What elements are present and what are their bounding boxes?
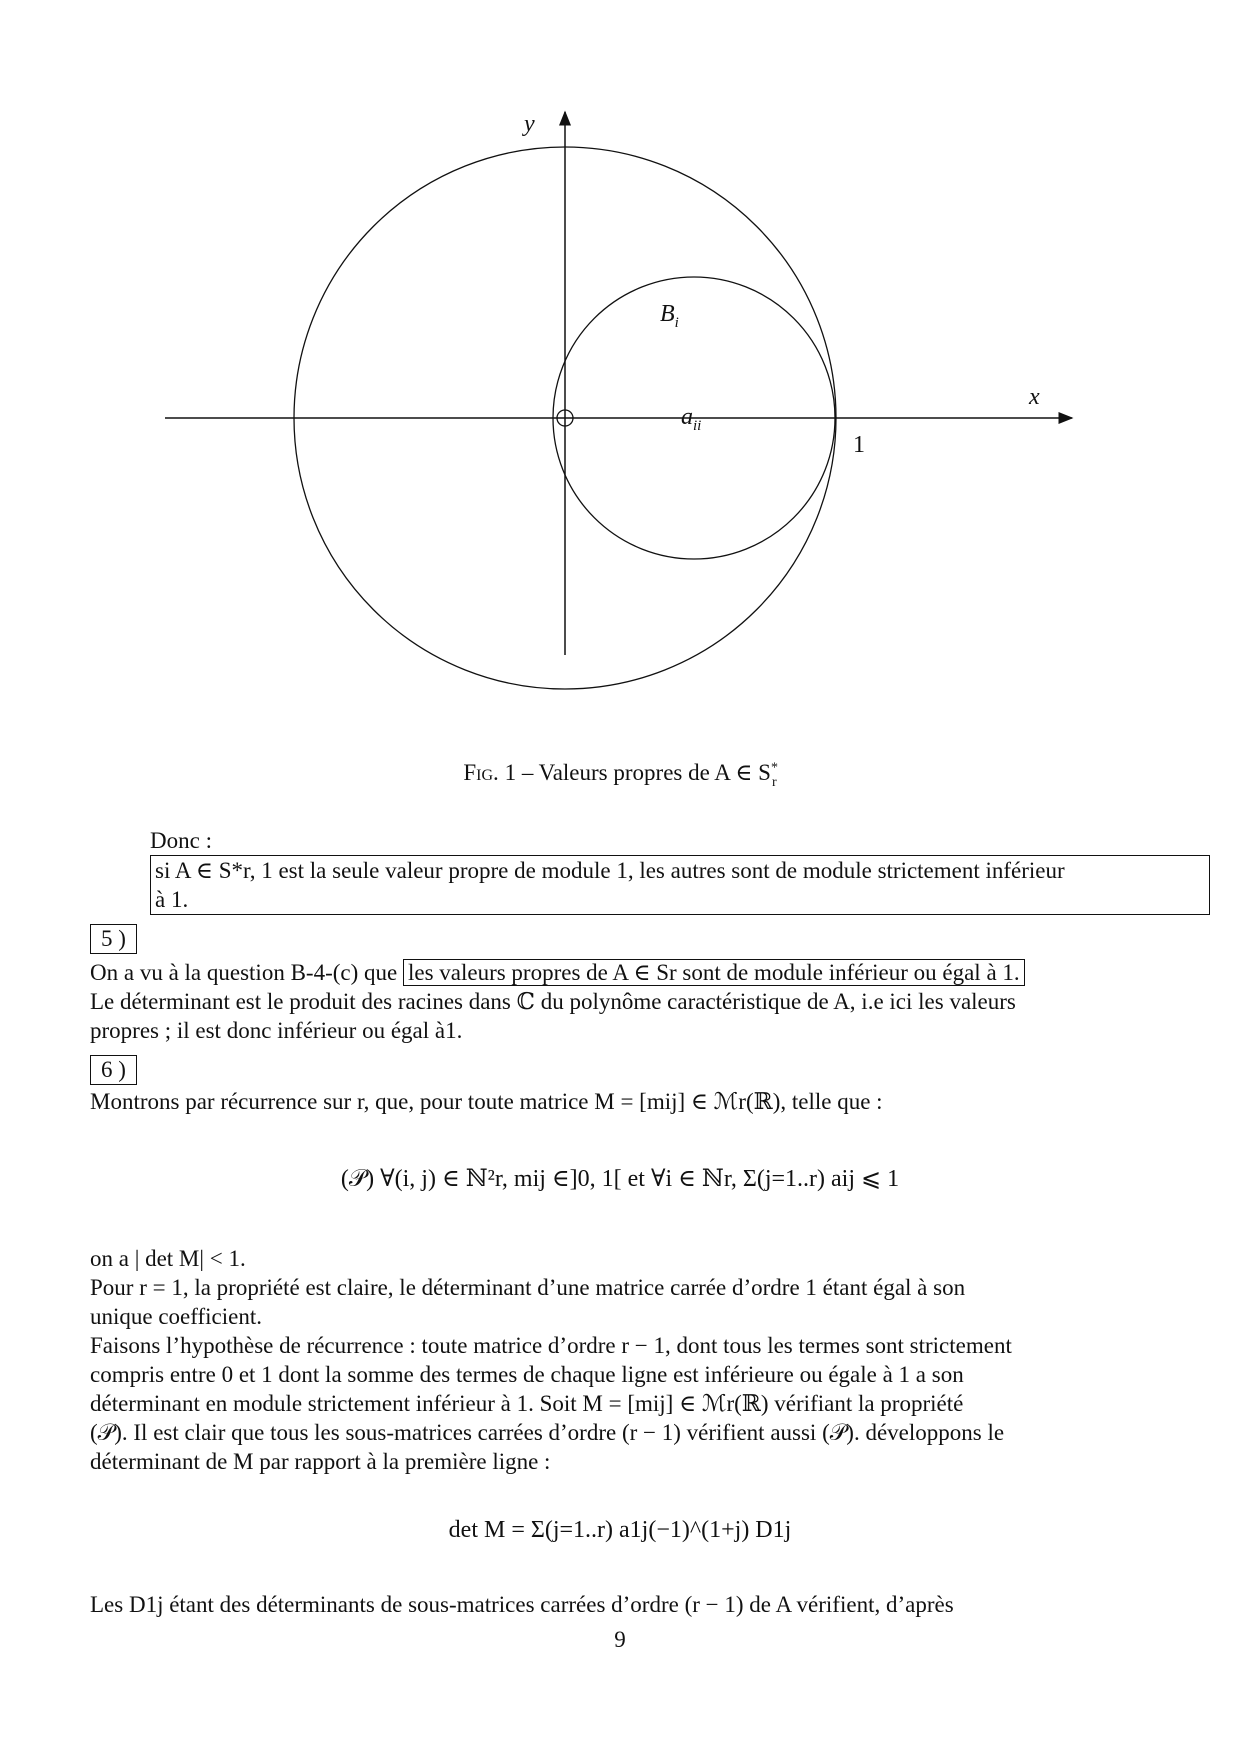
q5-line-1 [90,958,1146,987]
q6-line-8: (𝒫). Il est clair que tous les sous-matrices carrées d’ordre (r − 1) vérifient aussi (𝒫). développons le [90,1420,1005,1445]
donc-line-1: si A ∈ S*r, 1 est la seule valeur propre de module 1, les autres sont de module strictement inférieur [155,858,1065,883]
center-label: $a_{ii}$ [681,404,702,434]
q6-line-10: Les D1j étant des déterminants de sous-matrices carrées d’ordre (r − 1) de A vérifient, d’après [90,1592,954,1617]
caption-fig-word: Fig. [463,760,499,785]
question-5 [90,924,1146,1045]
q5-line-2: Le déterminant est le produit des racines dans ℂ du polynôme caractéristique de A, i.e ici les valeurs [90,989,1016,1014]
question-6-label: 6 ) [90,1055,137,1085]
q5-line-1-text: On a vu à la question B-4-(c) que [90,960,398,985]
question-6-tail [90,1590,1146,1619]
q6-line-7: déterminant en module strictement inférieur à 1. Soit M = [mij] ∈ ℳr(ℝ) vérifiant la propriété [90,1391,964,1416]
unit-tick-label: 1 [853,432,865,458]
q6-line-6: compris entre 0 et 1 dont la somme des termes de chaque ligne est inférieure ou égale à 1 a son [90,1362,964,1387]
q6-line-3: Pour r = 1, la propriété est claire, le déterminant d’une matrice carrée d’ordre 1 étant égal à son [90,1275,966,1300]
donc-intro: Donc : [150,828,212,853]
donc-block [150,826,1210,915]
caption-sup: * [770,760,778,776]
eigenvalue-figure [0,0,1240,740]
question-5-label: 5 ) [90,924,137,954]
q6-line-2: on a | det M| < 1. [90,1246,246,1271]
x-axis-label: x [1029,384,1040,410]
donc-boxed-statement [150,855,1210,915]
figure-canvas [0,0,1240,740]
q6-line-1: Montrons par récurrence sur r, que, pour toute matrice M = [mij] ∈ ℳr(ℝ), telle que : [90,1089,883,1114]
disc-label: $B_i$ [660,301,679,331]
page-number: 9 [614,1627,626,1652]
q6-line-4: unique coefficient. [90,1304,263,1329]
q6-line-5: Faisons l’hypothèse de récurrence : toute matrice d’ordre r − 1, dont tous les termes sont strictement [90,1333,1012,1358]
caption-text: 1 – Valeurs propres de A ∈ S [504,760,771,785]
question-6 [90,1055,1146,1116]
y-axis-label: y [524,111,535,137]
caption-sub: r [771,774,777,790]
donc-line-2: à 1. [155,887,189,912]
equation-property-p: (𝒫) ∀(i, j) ∈ ℕ²r, mij ∈]0, 1[ et ∀i ∈ ℕr, Σ(j=1..r) aij ⩽ 1 [340,1166,900,1192]
q5-line-3: propres ; il est donc inférieur ou égal à1. [90,1018,463,1043]
figure-caption [0,760,1240,791]
equation-det-expansion: det M = Σ(j=1..r) a1j(−1)^(1+j) D1j [448,1517,792,1543]
q6-line-9: déterminant de M par rapport à la première ligne : [90,1449,551,1474]
q5-boxed-result: les valeurs propres de A ∈ Sr sont de module inférieur ou égal à 1. [403,959,1025,986]
question-6-body [90,1244,1146,1476]
